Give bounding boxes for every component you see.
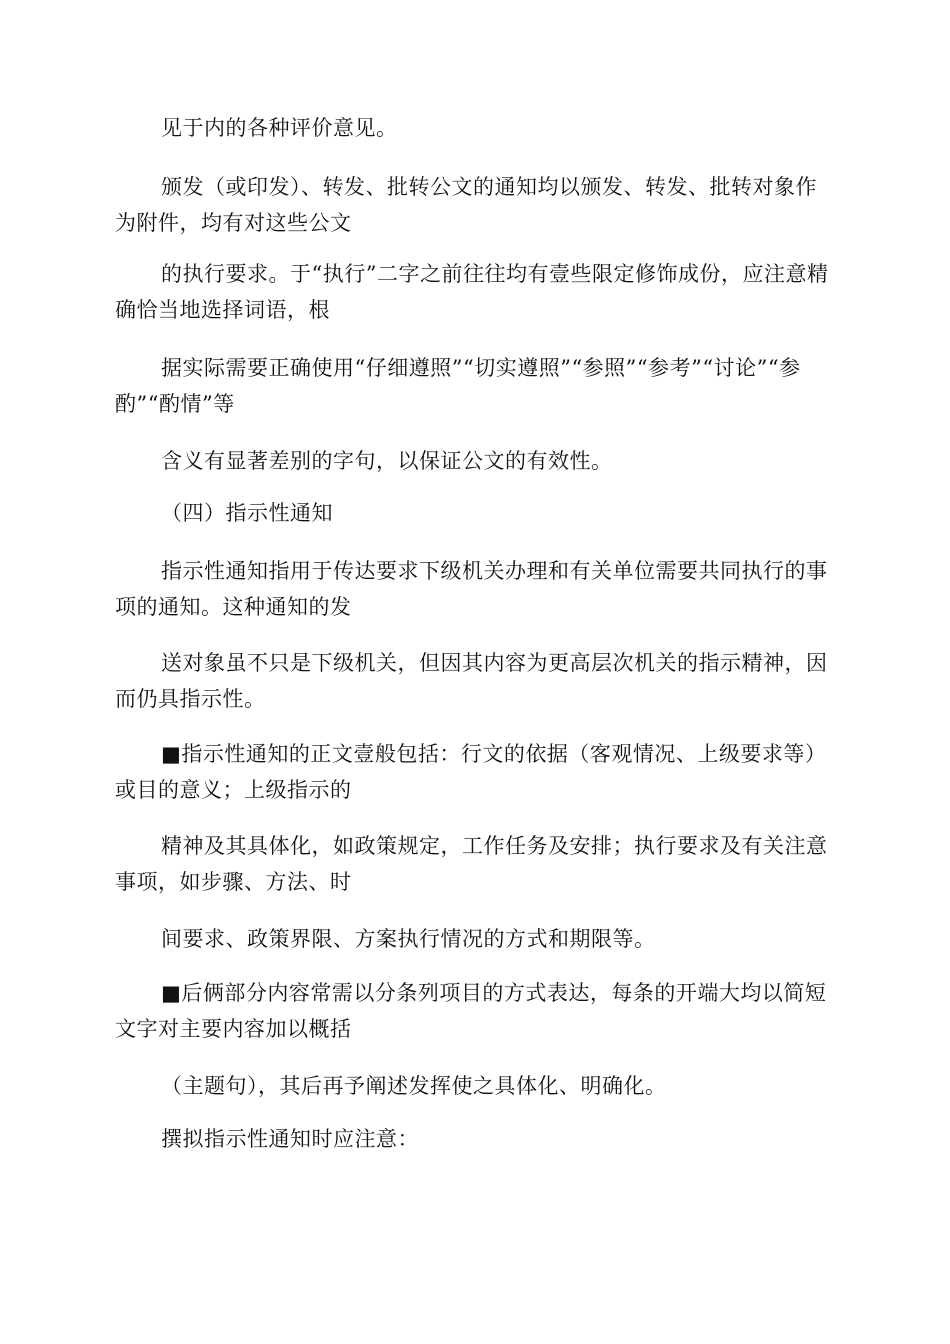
paragraph: 指示性通知指用于传达要求下级机关办理和有关单位需要共同执行的事项的通知。这种通知的发 [115, 559, 828, 619]
paragraph: 送对象虽不只是下级机关，但因其内容为更高层次机关的指示精神，因而仍具指示性。 [115, 651, 828, 711]
bullet-paragraph: ■指示性通知的正文壹般包括：行文的依据（客观情况、上级要求等）或目的意义；上级指示的 [115, 742, 827, 802]
section-heading: （四）指示性通知 [161, 501, 333, 525]
paragraph: 据实际需要正确使用“仔细遵照”“切实遵照”“参照”“参考”“讨论”“参酌”“酌情”等 [115, 356, 801, 416]
paragraph: 见于内的各种评价意见。 [161, 116, 398, 140]
paragraph: 颁发（或印发）、转发、批转公文的通知均以颁发、转发、批转对象作为附件，均有对这些公文 [115, 175, 817, 235]
bullet-paragraph: ■后俩部分内容常需以分条列项目的方式表达，每条的开端大均以简短文字对主要内容加以概括 [115, 981, 827, 1041]
paragraph: 间要求、政策界限、方案执行情况的方式和期限等。 [161, 927, 656, 951]
paragraph: 撰拟指示性通知时应注意： [161, 1127, 419, 1151]
paragraph: 精神及其具体化，如政策规定，工作任务及安排；执行要求及有关注意事项，如步骤、方法、时 [115, 834, 828, 894]
paragraph: （主题句），其后再予阐述发挥使之具体化、明确化。 [161, 1074, 667, 1098]
paragraph: 的执行要求。于“执行”二字之前往往均有壹些限定修饰成份，应注意精确恰当地选择词语，根 [115, 262, 829, 322]
paragraph: 含义有显著差别的字句，以保证公文的有效性。 [161, 449, 613, 473]
